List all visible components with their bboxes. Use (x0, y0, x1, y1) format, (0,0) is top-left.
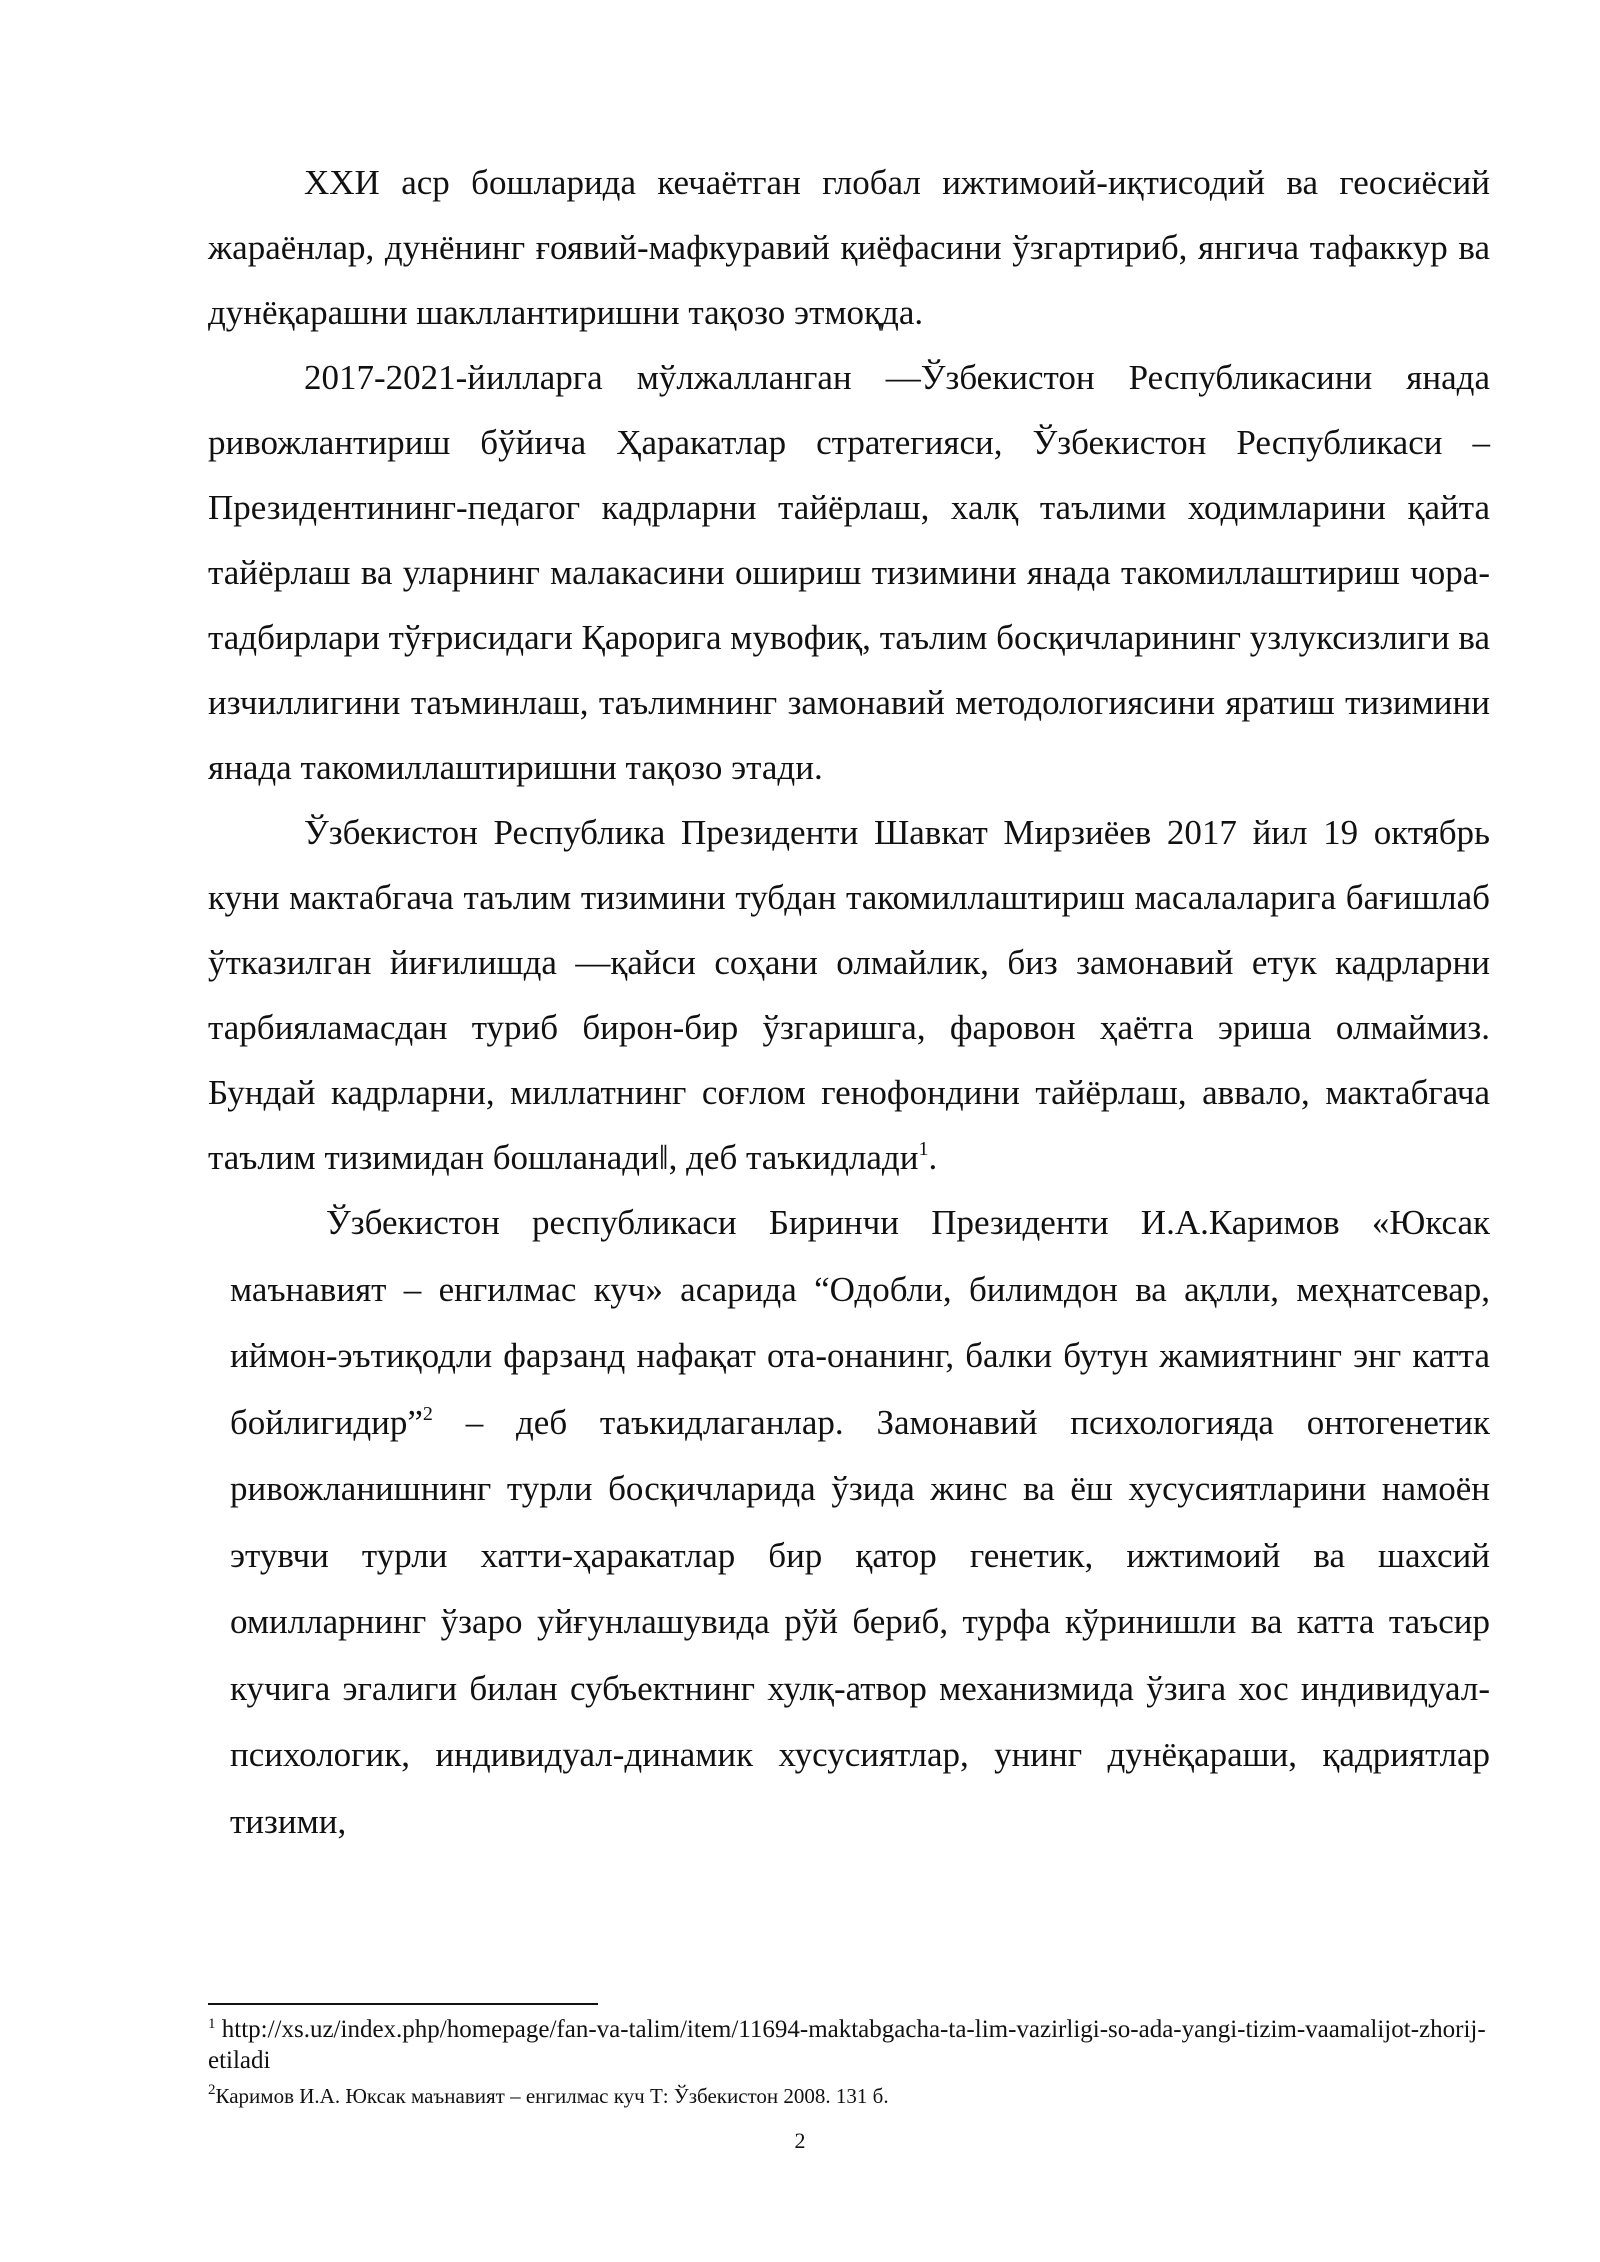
footnote-2 (208, 2081, 1490, 2112)
paragraph-1-text: ХХИ аср бошларида кечаётган глобал ижтимоий-иқтисодий ва геосиёсий жараёнлар, дунёнинг ғоявий-мафкуравий қиёфасини ўзгартириб, янгича тафаккур ва дунёқарашни шакллантиришни тақозо этмоқда. (208, 163, 1490, 332)
footnote-ref-1[interactable]: 1 (918, 1138, 929, 1160)
body-text (208, 150, 1490, 1855)
footnote-1-text: http://xs.uz/index.php/homepage/fan-va-talim/item/11694-maktabgacha-ta-lim-vazirligi-so-ada-yangi-tizim-vaamalijot-zhorij-etiladi (208, 2016, 1486, 2074)
paragraph-3-text: Ўзбекистон Республика Президенти Шавкат Мирзиёев 2017 йил 19 октябрь куни мактабгача таълим тизимини тубдан такомиллаштириш масалаларига бағишлаб ўтказилган йиғилишда ―қайси соҳани олмайлик, биз замонавий етук кадрларни тарбияламасдан туриб бирон-бир ўзгаришга, фаровон ҳаётга эриша олмаймиз. Бундай кадрларни, миллатнинг соғлом генофондини тайёрлаш, аввало, мактабгача таълим тизимидан бошланади‖, деб таъкидлади (208, 813, 1490, 1177)
footnote-ref-2[interactable]: 2 (422, 1402, 433, 1425)
footnote-1-marker: 1 (208, 2016, 216, 2032)
paragraph-4 (230, 1190, 1490, 1855)
page-number: 2 (794, 2128, 806, 2153)
footnote-2-marker: 2 (208, 2082, 216, 2098)
paragraph-3-tail: . (928, 1138, 938, 1177)
paragraph-2-text: 2017-2021-йилларга мўлжалланган ―Ўзбекистон Республикасини янада ривожлантириш бўйича Ҳаракатлар стратегияси, Ўзбекистон Республикаси – Президентининг-педагог кадрларни тайёрлаш, халқ таълими ходимларини қайта тайёрлаш ва уларнинг малакасини ошириш тизимини янада такомиллаштириш чора-тадбирлари тўғрисидаги Қарорига мувофиқ, таълим босқичларининг узлуксизлиги ва изчиллигини таъминлаш, таълимнинг замонавий методологиясини яратиш тизимини янада такомиллаштиришни тақозо этади. (208, 358, 1490, 787)
footnote-separator (208, 2003, 598, 2005)
paragraph-4-text: Ўзбекистон республикаси Биринчи Президенти И.А.Каримов «Юксак маънавият – енгилмас куч» асарида “Одобли, билимдон ва ақлли, меҳнатсевар, иймон-эътиқодли фарзанд нафақат ота-онанинг, балки бутун жамиятнинг энг катта бойлигидир” (230, 1203, 1490, 1442)
paragraph-1 (208, 150, 1490, 345)
footnote-2-text: Каримов И.А. Юксак маънавият – енгилмас куч Т: Ўзбекистон 2008. 131 б. (215, 2084, 889, 2108)
footnote-1 (208, 2014, 1490, 2076)
footnotes (208, 2014, 1490, 2112)
paragraph-2 (208, 345, 1490, 800)
paragraph-4-tail: – деб таъкидлаганлар. Замонавий психологияда онтогенетик ривожланишнинг турли босқичларида ўзида жинс ва ёш хусусиятларини намоён этувчи турли хатти-ҳаракатлар бир қатор генетик, ижтимоий ва шахсий омилларнинг ўзаро уйғунлашувида рўй бериб, турфа кўринишли ва катта таъсир кучига эгалиги билан субъектнинг хулқ-атвор механизмида ўзига хос индивидуал-психологик, индивидуал-динамик хусусиятлар, унинг дунёқараши, қадриятлар тизими, (230, 1402, 1490, 1841)
paragraph-3 (208, 800, 1490, 1190)
